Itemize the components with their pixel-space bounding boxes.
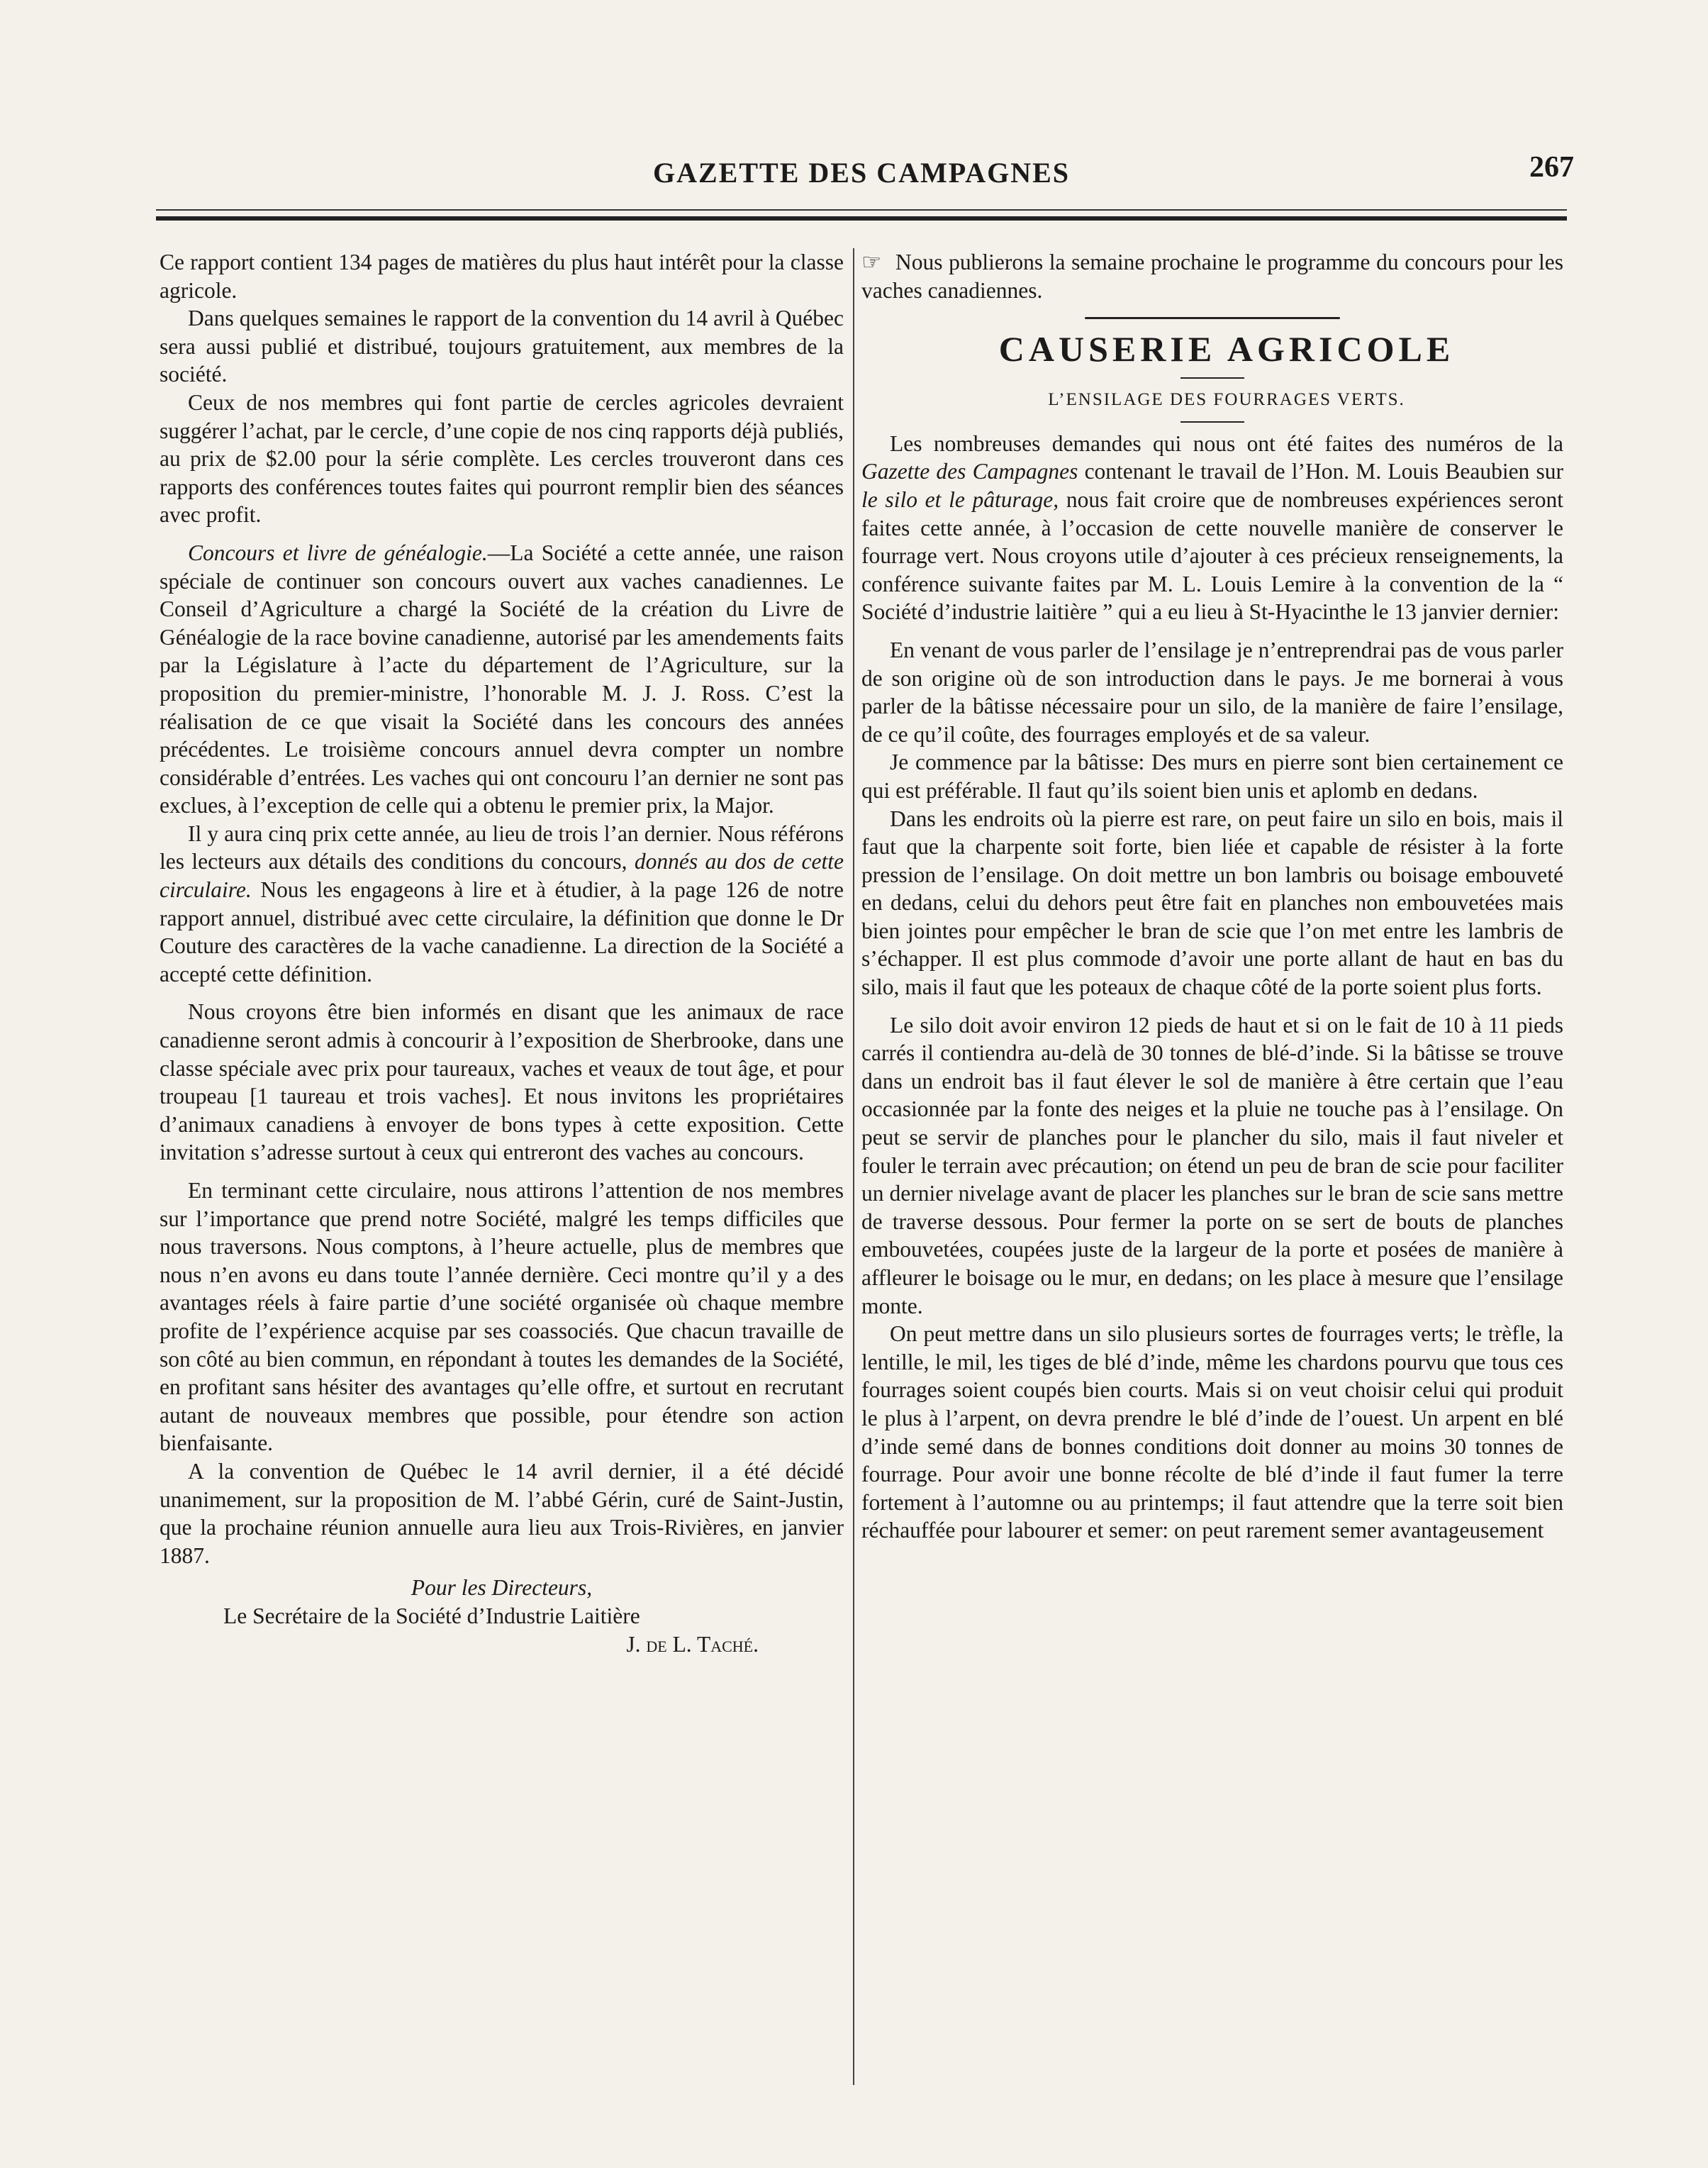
section-heading: CAUSERIE AGRICOLE	[998, 329, 1455, 369]
left-column	[160, 248, 844, 1658]
section-separator	[1085, 317, 1340, 319]
pointing-hand-icon: ☞	[861, 250, 882, 274]
page-number: 267	[1529, 151, 1574, 184]
section-subheading: L’ENSILAGE DES FOURRAGES VERTS.	[1048, 390, 1405, 410]
column-divider	[853, 248, 854, 2085]
paragraph-convention-report: Dans quelques semaines le rapport de la convention du 14 avril à Québec sera aussi publié et distribué, toujours gratuitement, aux membres de la société.	[160, 306, 844, 387]
subheading-rule	[1180, 421, 1244, 423]
intro-em-gazette: Gazette des Campagnes	[861, 459, 1078, 484]
paragraph-cercles: Ceux de nos membres qui font partie de cercles agricoles devraient suggérer l’achat, par le cercle, d’une copie de nos cinq rapports déjà publiés, au prix de $2.00 pour la série complète. Les cercles trouveront dans ces rapports des conférences toutes faites qui pourront remplir bien des séances avec profit.	[160, 389, 844, 528]
prizes-text-b: Nous les engageons à lire et à étudier, à la page 126 de notre rapport annuel, distribué avec cette circulaire, la définition que donne le Dr Couture des caractères de la vache canadienne. La direction de la Société a accepté cette définition.	[160, 877, 844, 986]
signature-directors: Pour les Directeurs,	[411, 1575, 593, 1601]
paragraph-ensilage-intro: En venant de vous parler de l’ensilage je n’entreprendrai pas de vous parler de son origine où de son introduction dans le pays. Je me bornerai à vous parler de la bâtisse nécessaire pour un silo, de la manière de faire l’ensilage, de ce qu’il coûte, des fourrages employés et de sa valeur.	[861, 637, 1563, 747]
intro-em-silo: le silo et le pâturage,	[861, 487, 1059, 512]
paragraph-silo-bois: Dans les endroits où la pierre est rare, on peut faire un silo en bois, mais il faut que la charpente soit forte, bien liée et capable de résister à la forte pression de l’ensilage. On doit mettre un bon lambris ou boisage embouveté en dedans, celui du dehors peut être fait en planches non embouvetées mais bien jointes pour empêcher le bran de scie que l’on met entre les lambris de s’échapper. Il est plus commode d’avoir une porte allant de haut en bas du silo, mais il faut que les poteaux de chaque côté de la porte soient plus forts.	[861, 806, 1563, 1000]
paragraph-prizes	[160, 820, 844, 989]
signature-secretary: Le Secrétaire de la Société d’Industrie Laitière	[223, 1603, 640, 1628]
paragraph-concours	[160, 539, 844, 820]
header-rule-thin	[156, 209, 1567, 211]
concours-text: —La Société a cette année, une raison spéciale de continuer son concours ouvert aux vaches canadiennes. Le Conseil d’Agriculture a chargé la Société de la création du Livre de Généalogie de la race bovine canadienne, autorisé par les amendements faits par la Législature à l’acte du département de l’Agriculture, sur la proposition du premier-ministre, l’honorable M. J. J. Ross. C’est la réalisation de ce que visait la Société dans les concours des années précédentes. Le troisième concours annuel devra compter un nombre considérable d’entrées. Les vaches qui ont concouru l’an dernier ne sont pas exclues, à l’exception de celle qui a obtenu le premier prix, la Major.	[160, 540, 844, 818]
paragraph-silo-dimensions: Le silo doit avoir environ 12 pieds de haut et si on le fait de 10 à 11 pieds carrés il contiendra au-delà de 30 tonnes de blé-d’inde. Si la bâtisse se trouve dans un endroit bas il faut élever le sol de manière à être certain que l’eau occasionnée par la fonte des neiges et la pluie ne touche pas à l’ensilage. On peut se servir de planches pour le plancher du silo, mais il faut niveler et fouler le terrain avec précaution; on étend un peu de bran de scie pour faciliter un dernier nivelage avant de placer les planches sur le bran de scie sans mettre de traverse dessous. Pour fermer la porte on se sert de bouts de planches embouvetées, coupées juste de la largeur de la porte et posées de manière à affleurer le boisage ou le mur, en dedans; on les place à mesure que l’ensilage monte.	[861, 1012, 1563, 1318]
paragraph-fourrages: On peut mettre dans un silo plusieurs sortes de fourrages verts; le trèfle, la lentille, le mil, les tiges de blé d’inde, même les chardons pourvu que tous ces fourrages soient coupés bien courts. Mais si on veut choisir celui qui produit le plus à l’arpent, on devra prendre le blé d’inde de l’ouest. Un arpent en blé d’inde semé dans de bonnes conditions doit donner au moins 30 tonnes de fourrage. Pour avoir une bonne récolte de blé d’inde il faut fumer la terre fortement à l’automne ou au printemps; il faut attendre que la terre soit bien réchauffée pour labourer et semer: on peut rarement semer avantageusement	[861, 1321, 1563, 1543]
publication-title: GAZETTE DES CAMPAGNES	[652, 157, 1070, 189]
intro-text-a: Les nombreuses demandes qui nous ont été faites des numéros de la	[890, 430, 1563, 456]
page-header	[156, 150, 1574, 193]
paragraph-report-pages: Ce rapport contient 134 pages de matières du plus haut intérêt pour la classe agricole.	[160, 250, 844, 303]
prizes-text-a: Il y aura cinq prix cette année, au lieu de trois l’an dernier. Nous référons les lecteurs aux détails des conditions du concours,	[160, 821, 844, 874]
intro-text-b: contenant le travail de l’Hon. M. Louis Beaubien sur	[1078, 459, 1563, 484]
concours-title: Concours et livre de généalogie.	[188, 540, 488, 565]
signature-name: J. de L. Taché.	[626, 1631, 759, 1657]
paragraph-intro	[861, 430, 1563, 626]
heading-rule	[1180, 377, 1244, 379]
paragraph-sherbrooke: Nous croyons être bien informés en disant que les animaux de race canadienne seront admis à concourir à l’exposition de Sherbrooke, dans une classe spéciale avec prix pour taureaux, vaches et veaux de tout âge, et pour troupeau [1 taureau et trois vaches]. Et nous invitons les propriétaires d’animaux canadiens à envoyer de bons types à cette exposition. Cette invitation s’adresse surtout à ceux qui entreront des vaches au concours.	[160, 999, 844, 1165]
paragraph-notice	[861, 248, 1563, 304]
prizes-text-em: donnés au dos de cette circulaire.	[160, 849, 844, 903]
header-rule-thick	[156, 216, 1567, 221]
paragraph-next-meeting: A la convention de Québec le 14 avril dernier, il a été décidé unanimement, sur la proposition de M. l’abbé Gérin, curé de Saint-Justin, que la prochaine réunion annuelle aura lieu aux Trois-Rivières, en janvier 1887.	[160, 1458, 844, 1568]
notice-text: Nous publierons la semaine prochaine le programme du concours pour les vaches canadiennes.	[861, 250, 1563, 303]
paragraph-batisse: Je commence par la bâtisse: Des murs en pierre sont bien certainement ce qui est préférable. Il faut qu’ils soient bien unis et aplomb en dedans.	[861, 750, 1563, 803]
right-column	[861, 248, 1563, 1545]
paragraph-closing: En terminant cette circulaire, nous attirons l’attention de nos membres sur l’importance que prend notre Société, malgré les temps difficiles que nous traversons. Nous comptons, à l’heure actuelle, plus de membres que nous n’en avons eu dans toute l’année dernière. Ceci montre qu’il y a des avantages réels à faire partie d’une société organisée où chaque membre profite de l’expérience acquise par ses coassociés. Que chacun travaille de son côté au bien commun, en répondant à toutes les demandes de la Société, en profitant sans hésiter des avantages qu’elle offre, et surtout en recrutant autant de nouveaux membres que possible, pour étendre son action bienfaisante.	[160, 1178, 844, 1456]
intro-text-c: nous fait croire que de nombreuses expériences seront faites cette année, à l’occasion de cette nouvelle manière de conserver le fourrage vert. Nous croyons utile d’ajouter à ces précieux renseignements, la conférence suivante faites par M. L. Louis Lemire à la convention de la “ Société d’industrie laitière ” qui a eu lieu à St-Hyacinthe le 13 janvier dernier:	[861, 487, 1564, 625]
